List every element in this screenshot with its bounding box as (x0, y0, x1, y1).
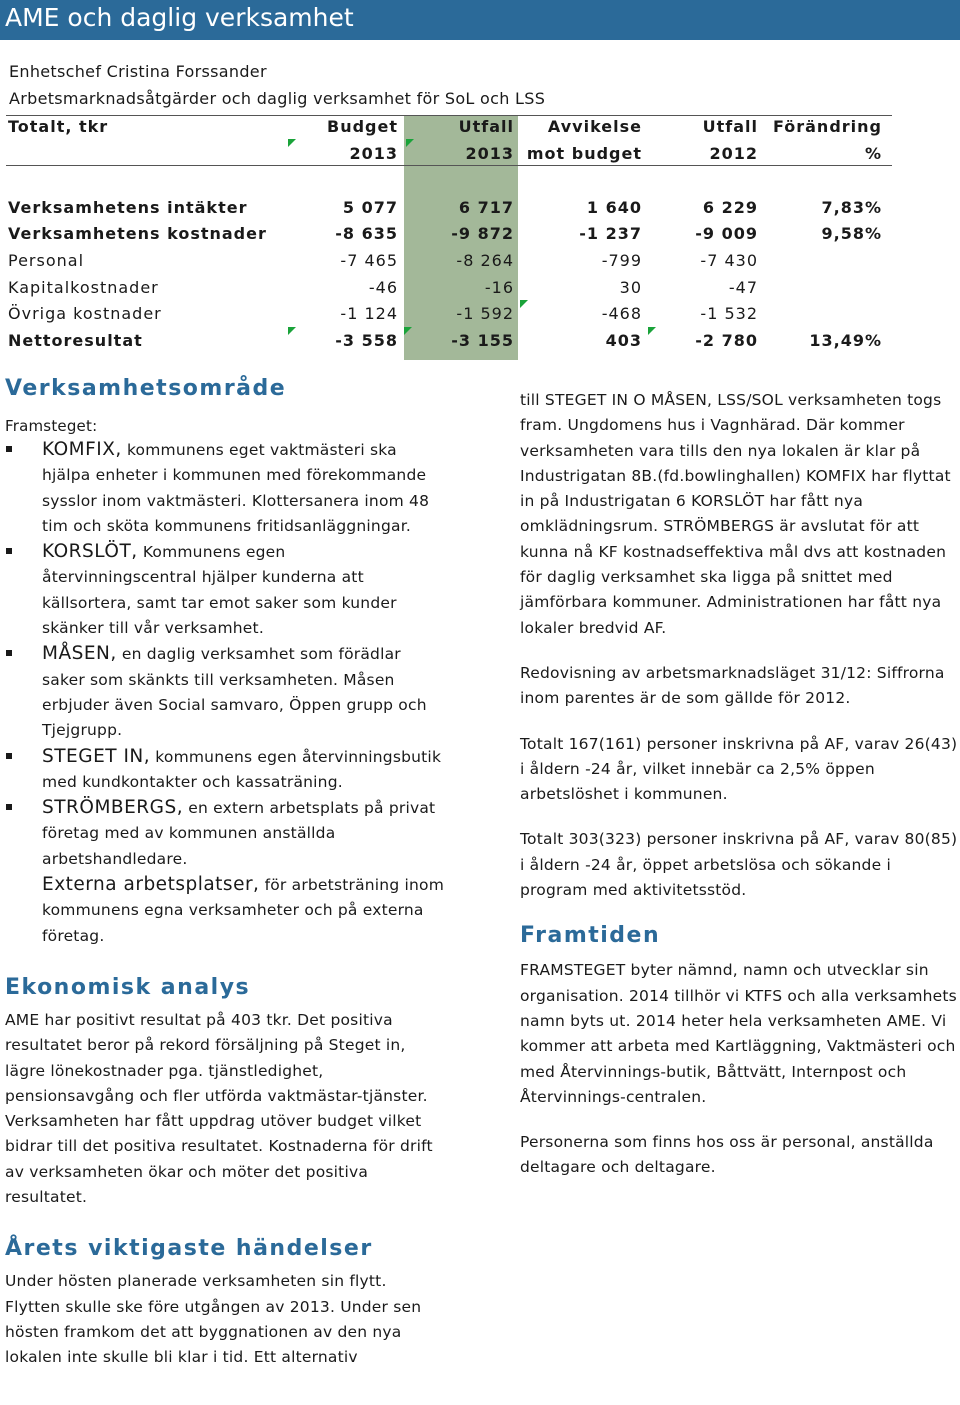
table-header-row-1 (0, 114, 892, 140)
budget-cell: -1 124 (340, 304, 398, 323)
finance-table (0, 110, 892, 360)
utfall-2012-cell: -7 430 (700, 251, 758, 270)
avvikelse-cell: 403 (605, 331, 642, 350)
unit-text: en extern arbetsplats på privat företag med av kommunen anställda arbetshandledare. (42, 799, 436, 868)
personal-text: Personerna som finns hos oss är personal, anställda deltagare och deltagare. (520, 1133, 934, 1177)
table-row (0, 275, 892, 301)
bullet-icon (6, 650, 12, 656)
row-label: Verksamhetens kostnader (8, 224, 267, 243)
table-row (0, 221, 892, 247)
page-title: AME och daglig verksamhet (5, 3, 354, 32)
budget-cell: -3 558 (335, 331, 398, 350)
utfall-2012-cell: -9 009 (695, 224, 758, 243)
list-item (5, 795, 445, 872)
table-row (0, 248, 892, 274)
list-item (5, 744, 445, 796)
row-label: Övriga kostnader (8, 304, 162, 323)
cell-comment-marker (520, 300, 528, 308)
unit-name: KOMFIX, (42, 439, 122, 460)
header-cell: mot budget (526, 144, 642, 163)
table-row (0, 195, 892, 221)
handelser-heading: Årets viktigaste händelser (5, 1236, 373, 1262)
unit-name: STRÖMBERGS, (42, 797, 184, 819)
forandring-cell: 9,58% (821, 224, 882, 243)
list-item (5, 872, 445, 949)
framsteget-label: Framsteget: (5, 417, 98, 435)
utfall-2012-cell: 6 229 (702, 198, 758, 217)
unit-name: Externa arbetsplatser, (42, 874, 260, 896)
table-row (0, 301, 892, 327)
bullet-icon (6, 753, 12, 759)
unit-text: kommunens egen återvinningsbutik med kundkontakter och kassaträning. (42, 747, 442, 791)
left-column (5, 376, 445, 1371)
utfall-cell: -9 872 (451, 224, 514, 243)
utfall-cell: -1 592 (456, 304, 514, 323)
unit-name: KORSLÖT, (42, 541, 138, 563)
utfall-cell: -16 (484, 278, 514, 297)
header-cell: 2013 (349, 144, 398, 163)
bullet-icon (6, 548, 12, 554)
header-cell: Förändring (772, 117, 882, 136)
ekonomisk-heading: Ekonomisk analys (5, 974, 251, 1000)
forandring-cell: 13,49% (809, 331, 882, 350)
row-label: Kapitalkostnader (8, 278, 159, 297)
bullet-icon (6, 804, 12, 810)
utfall-2012-cell: -47 (728, 278, 758, 297)
utfall-cell: -8 264 (456, 251, 514, 270)
budget-cell: -46 (368, 278, 398, 297)
utfall-cell: 6 717 (458, 198, 514, 217)
title-bar (0, 0, 960, 40)
utfall-cell: -3 155 (451, 331, 514, 350)
header-cell: Utfall (458, 117, 514, 136)
budget-cell: -7 465 (340, 251, 398, 270)
right-column (520, 388, 960, 1181)
unit-name: STEGET IN, (42, 745, 151, 767)
unit-text: en daglig verksamhet som förädlar saker som skänkts till verksamheten. Måsen erbjuder även Social samvaro, Öppen grupp och Tjejgrupp. (42, 645, 427, 740)
unit-text: för arbetsträning inom kommunens egna verksamheter och på externa företag. (42, 876, 444, 945)
avvikelse-cell: 30 (619, 278, 642, 297)
list-item (5, 437, 445, 539)
unit-list (5, 437, 445, 949)
avvikelse-cell: -1 237 (579, 224, 642, 243)
header-cell: % (864, 144, 882, 163)
flytt-text: till STEGET IN O MÅSEN, LSS/SOL verksamheten togs fram. Ungdomens hus i Vagnhärad. Där kommer verksamheten vara tills den nya lokalen är klar på Industrigatan 8B.(fd.bowlinghallen) KOMFIX har flyttat in på Industrigatan 6 KORSLÖT har fått nya omklädningsrum. STRÖMBERGS är avslutat för att kunna nå KF kostnadseffektiva mål dvs att kostnaden för daglig verksamhet ska ligga på snittet med jämförbara kommuner. Administrationen har fått nya lokaler bredvid AF. (520, 391, 951, 637)
cell-comment-marker (648, 327, 656, 335)
verksamhet-heading: Verksamhetsområde (5, 376, 287, 401)
row-label: Personal (8, 251, 85, 270)
cell-comment-marker (404, 327, 412, 335)
handelser-text: Under hösten planerade verksamheten sin flytt. Flytten skulle ske före utgången av 2013. Under sen hösten framkom det att byggnationen av den nya lokalen inte skulle bli klar i tid. Ett alternativ (5, 1272, 422, 1367)
af-program-text: Totalt 303(323) personer inskrivna på AF, varav 80(85) i åldern -24 år, öppet arbetslösa och sökande i program med aktivitetsstöd. (520, 830, 958, 900)
header-cell: 2012 (709, 144, 758, 163)
header-cell: 2013 (465, 144, 514, 163)
header-cell: Utfall (702, 117, 758, 136)
table-row (0, 328, 892, 354)
cell-comment-marker (288, 327, 296, 335)
forandring-cell: 7,83% (821, 198, 882, 217)
avvikelse-cell: -468 (601, 304, 642, 323)
budget-cell: -8 635 (335, 224, 398, 243)
avvikelse-cell: 1 640 (586, 198, 642, 217)
utfall-2012-cell: -2 780 (695, 331, 758, 350)
unit-text: Kommunens egen återvinningscentral hjälper kunderna att källsortera, samt tar emot saker som kunder skänker till vår verksamhet. (42, 543, 397, 638)
row-label: Verksamhetens intäkter (8, 198, 248, 217)
af-stats-text: Totalt 167(161) personer inskrivna på AF, varav 26(43) i åldern -24 år, vilket innebär ca 2,5% öppen arbetslöshet i kommunen. (520, 734, 958, 804)
unit-name: MÅSEN, (42, 643, 117, 665)
budget-cell: 5 077 (342, 198, 398, 217)
unit-text: kommunens eget vaktmästeri ska hjälpa enheter i kommunen med förekommande sysslor inom vaktmästeri. Klottersanera inom 48 tim och sköta kommunens fritidsanläggningar. (42, 441, 430, 535)
framtiden-heading: Framtiden (520, 923, 661, 949)
ekonomisk-text: AME har positivt resultat på 403 tkr. Det positiva resultatet beror på rekord försäljning på Steget in, lägre lönekostnader pga. tjänstledighet, pensionsavgång och fler utförda vaktmästar-tjänster. Verksamheten har fått uppdrag utöver budget vilket bidrar till det positiva resultatet. Kostnaderna för drift av verksamheten ökar och möter det positiva resultatet. (5, 1010, 433, 1207)
list-item (5, 539, 445, 641)
framtiden-text: FRAMSTEGET byter nämnd, namn och utvecklar sin organisation. 2014 tillhör vi KTFS och alla verksamhets namn byts ut. 2014 heter hela verksamheten AME. Vi kommer att arbeta med Kartläggning, Vaktmästeri och med Återvinnings-butik, Båttvätt, Internpost och Återvinnings-centralen. (520, 961, 957, 1106)
cell-comment-marker (406, 139, 414, 147)
table-header-row-2 (0, 141, 892, 167)
header-cell: Totalt, tkr (8, 117, 109, 136)
redovisning-text: Redovisning av arbetsmarknadsläget 31/12: Siffrorna inom parentes är de som gällde för 2012. (520, 663, 945, 708)
department: Arbetsmarknadsåtgärder och daglig verksamhet för SoL och LSS (9, 89, 546, 108)
avvikelse-cell: -799 (601, 251, 642, 270)
header-cell: Budget (327, 117, 398, 136)
row-label: Nettoresultat (8, 331, 143, 350)
cell-comment-marker (288, 139, 296, 147)
utfall-2012-cell: -1 532 (700, 304, 758, 323)
bullet-icon (6, 446, 12, 452)
list-item (5, 641, 445, 743)
unit-head: Enhetschef Cristina Forssander (9, 62, 267, 81)
header-cell: Avvikelse (547, 117, 642, 136)
